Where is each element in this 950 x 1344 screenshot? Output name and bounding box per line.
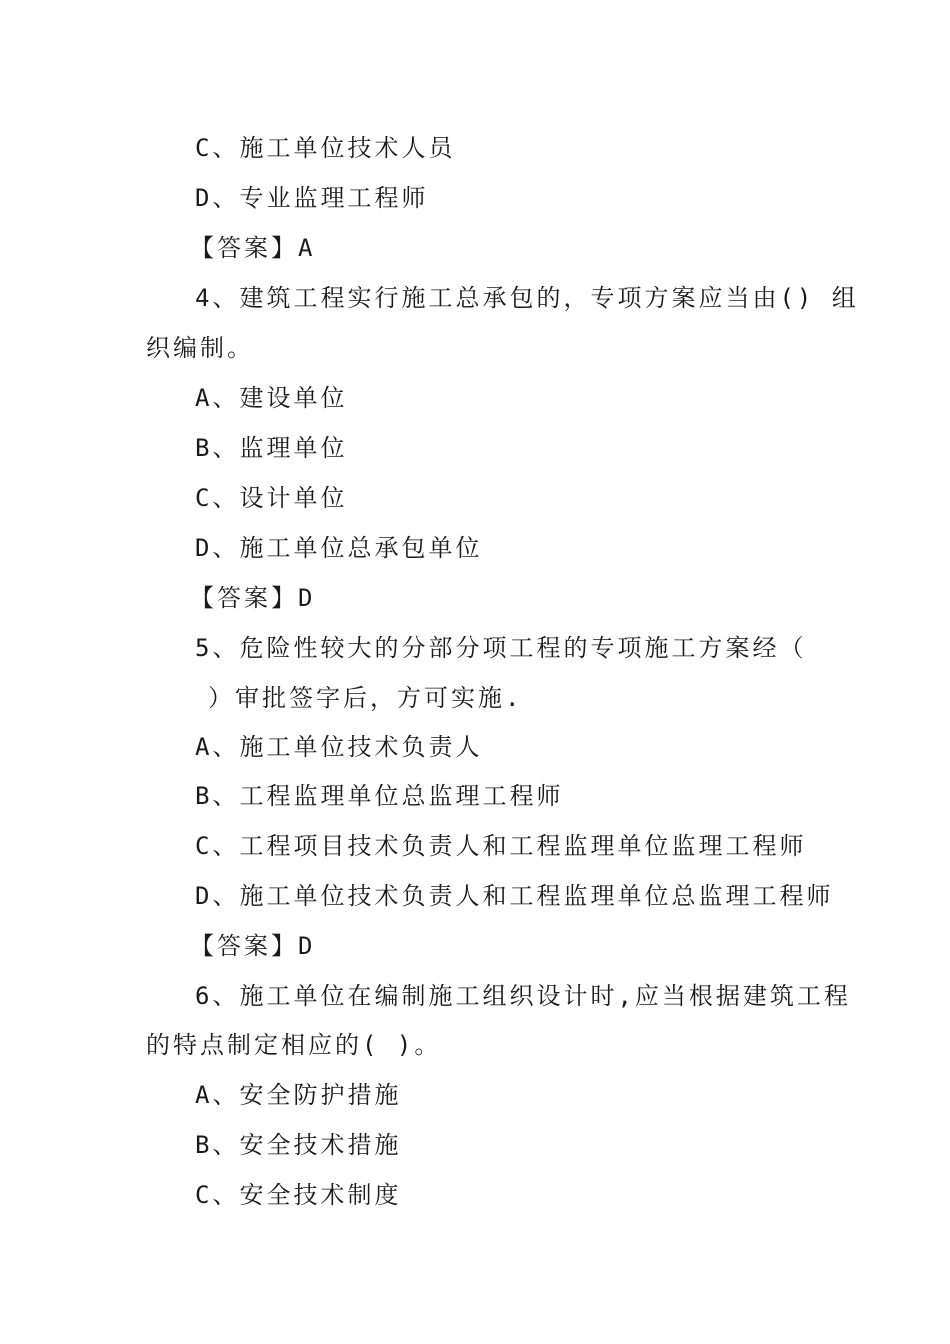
question-6-line-1: 6、施工单位在编制施工组织设计时,应当根据建筑工程 bbox=[195, 982, 851, 1010]
option-5b: B、工程监理单位总监理工程师 bbox=[195, 782, 564, 810]
option-5d: D、施工单位技术负责人和工程监理单位总监理工程师 bbox=[195, 882, 834, 910]
option-3c: C、施工单位技术人员 bbox=[195, 134, 456, 162]
question-4-line-1: 4、建筑工程实行施工总承包的，专项方案应当由() 组 bbox=[195, 284, 859, 312]
question-5-line-1: 5、危险性较大的分部分项工程的专项施工方案经（ bbox=[195, 634, 807, 662]
option-3d: D、专业监理工程师 bbox=[195, 184, 429, 212]
option-6a: A、安全防护措施 bbox=[195, 1081, 402, 1109]
option-6b: B、安全技术措施 bbox=[195, 1131, 402, 1159]
question-6-line-2: 的特点制定相应的( )。 bbox=[146, 1031, 442, 1059]
option-6c: C、安全技术制度 bbox=[195, 1181, 402, 1209]
answer-3: 【答案】A bbox=[190, 234, 316, 262]
question-5-line-2: ）审批签字后，方可实施. bbox=[208, 684, 523, 712]
option-5a: A、施工单位技术负责人 bbox=[195, 733, 483, 761]
answer-5: 【答案】D bbox=[190, 932, 316, 960]
option-5c: C、工程项目技术负责人和工程监理单位监理工程师 bbox=[195, 832, 807, 860]
question-4-line-2: 织编制。 bbox=[146, 334, 254, 362]
option-4a: A、建设单位 bbox=[195, 384, 348, 412]
option-4c: C、设计单位 bbox=[195, 484, 348, 512]
answer-4: 【答案】D bbox=[190, 584, 316, 612]
option-4b: B、监理单位 bbox=[195, 434, 348, 462]
option-4d: D、施工单位总承包单位 bbox=[195, 534, 483, 562]
